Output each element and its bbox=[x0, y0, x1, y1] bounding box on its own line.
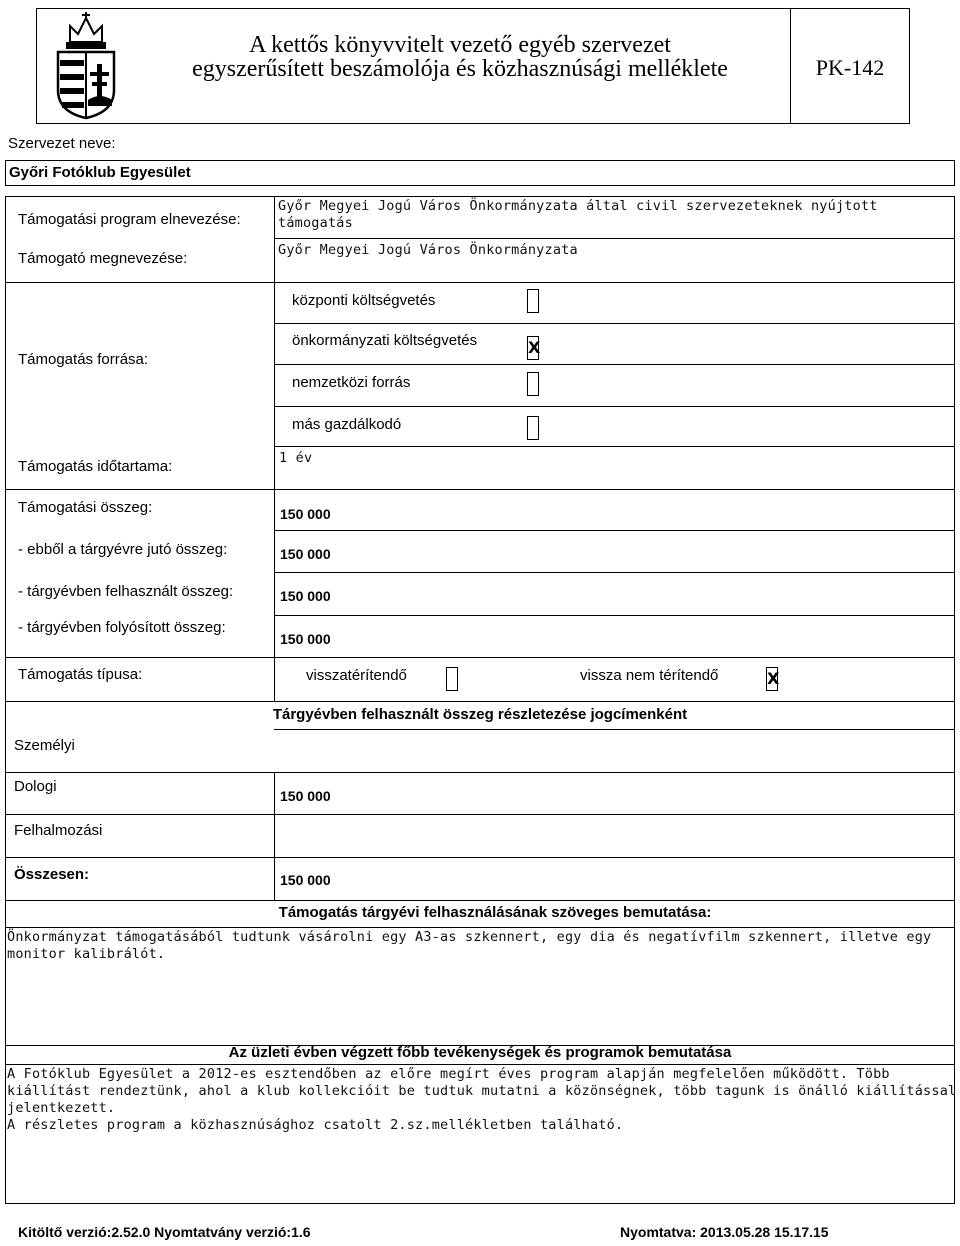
activities-text-line4: A részletes program a közhasznúsághoz csatolt 2.sz.mellékletben található. bbox=[7, 1117, 624, 1133]
amount-line-2 bbox=[274, 572, 955, 573]
source-line-3 bbox=[274, 406, 955, 407]
duration-row-line bbox=[5, 489, 955, 490]
program-name-label: Támogatási program elnevezése: bbox=[18, 211, 241, 228]
activities-title: Az üzleti évben végzett főbb tevékenységek és programok bemutatása bbox=[228, 1044, 732, 1061]
footer-printed: Nyomtatva: 2013.05.28 15.17.15 bbox=[620, 1224, 829, 1240]
nonrefundable-label: vissza nem térítendő bbox=[580, 667, 719, 684]
source-option-other-checkbox[interactable] bbox=[527, 416, 539, 440]
breakdown-material-value: 150 000 bbox=[280, 788, 331, 804]
breakdown-bottom-line bbox=[5, 900, 955, 901]
usage-title-line bbox=[5, 927, 955, 928]
amount-total-value: 150 000 bbox=[280, 506, 331, 522]
source-option-local-label: önkormányzati költségvetés bbox=[292, 332, 478, 349]
program-row-line bbox=[274, 238, 955, 239]
amount-year-label: - ebből a tárgyévre jutó összeg: bbox=[18, 541, 228, 558]
amount-total-label: Támogatási összeg: bbox=[18, 499, 153, 516]
source-option-local-checkbox[interactable]: X bbox=[527, 336, 539, 360]
source-line-2 bbox=[274, 364, 955, 365]
supporter-row-line bbox=[5, 282, 955, 283]
source-label: Támogatás forrása: bbox=[18, 351, 149, 368]
usage-text-line2: monitor kalibrálót. bbox=[7, 946, 166, 962]
source-option-other-label: más gazdálkodó bbox=[292, 416, 402, 433]
org-name-value: Győri Fotóklub Egyesület bbox=[9, 164, 191, 181]
source-option-international-checkbox[interactable] bbox=[527, 372, 539, 396]
type-row-line bbox=[5, 701, 955, 702]
duration-value: 1 év bbox=[279, 450, 313, 466]
amount-disbursed-label: - tárgyévben folyósított összeg: bbox=[18, 619, 226, 636]
hungarian-coat-of-arms-icon bbox=[50, 12, 122, 120]
org-name-label: Szervezet neve: bbox=[8, 135, 116, 152]
grant-type-label: Támogatás típusa: bbox=[18, 666, 143, 683]
source-row-line bbox=[274, 446, 955, 447]
source-option-central-checkbox[interactable] bbox=[527, 289, 539, 313]
breakdown-total-label: Összesen: bbox=[14, 866, 90, 883]
label-value-divider bbox=[274, 196, 275, 701]
breakdown-line-1 bbox=[5, 772, 955, 773]
breakdown-title: Tárgyévben felhasznált összeg részletezése jogcímenként bbox=[272, 706, 688, 723]
breakdown-material-label: Dologi bbox=[14, 778, 57, 795]
breakdown-personal-label: Személyi bbox=[14, 737, 75, 754]
supporter-value: Győr Megyei Jogú Város Önkormányzata bbox=[278, 242, 578, 258]
amount-used-value: 150 000 bbox=[280, 588, 331, 604]
amount-used-label: - tárgyévben felhasznált összeg: bbox=[18, 583, 234, 600]
source-line-1 bbox=[274, 323, 955, 324]
breakdown-divider bbox=[274, 772, 275, 900]
breakdown-capital-label: Felhalmozási bbox=[14, 822, 103, 839]
breakdown-line-2 bbox=[5, 814, 955, 815]
usage-text-line1: Önkormányzat támogatásából tudtunk vásárolni egy A3-as szkennert, egy dia és negatívfilm szkennert, illetve egy bbox=[7, 929, 932, 945]
breakdown-title-line bbox=[274, 729, 955, 730]
breakdown-line-3 bbox=[5, 857, 955, 858]
footer-version: Kitöltő verzió:2.52.0 Nyomtatvány verzió:1.6 bbox=[18, 1224, 311, 1240]
duration-label: Támogatás időtartama: bbox=[18, 458, 173, 475]
breakdown-total-value: 150 000 bbox=[280, 872, 331, 888]
amount-line-1 bbox=[274, 530, 955, 531]
refundable-label: visszatérítendő bbox=[306, 667, 407, 684]
nonrefundable-checkbox[interactable]: X bbox=[766, 667, 778, 691]
usage-title: Támogatás tárgyévi felhasználásának szöveges bemutatása: bbox=[278, 904, 712, 921]
activities-title-line bbox=[5, 1064, 955, 1065]
form-code: PK-142 bbox=[815, 55, 885, 80]
amount-year-value: 150 000 bbox=[280, 546, 331, 562]
source-option-central-label: központi költségvetés bbox=[292, 292, 436, 309]
amount-disbursed-value: 150 000 bbox=[280, 631, 331, 647]
activities-text-line2: kiállítást rendeztünk, ahol a klub kollekcióit be tudtuk mutatni a közönségnek, több tagunk is önálló kiállítással bbox=[7, 1083, 957, 1099]
activities-text-line3: jelentkezett. bbox=[7, 1100, 116, 1116]
amount-line-3 bbox=[274, 615, 955, 616]
amounts-row-line bbox=[5, 657, 955, 658]
program-name-value-line2: támogatás bbox=[278, 215, 353, 231]
refundable-checkbox[interactable] bbox=[446, 667, 458, 691]
activities-text-line1: A Fotóklub Egyesület a 2012-es esztendőben az előre megírt éves program alapján megfelelően működött. Több bbox=[7, 1066, 890, 1082]
form-title-line2: egyszerűsített beszámolója és közhasznúsági melléklete bbox=[192, 56, 728, 82]
program-name-value-line1: Győr Megyei Jogú Város Önkormányzata által civil szervezeteknek nyújtott bbox=[278, 198, 878, 214]
form-title-line1: A kettős könyvvitelt vezető egyéb szervezet bbox=[249, 32, 671, 58]
supporter-label: Támogató megnevezése: bbox=[18, 250, 188, 267]
source-option-international-label: nemzetközi forrás bbox=[292, 374, 411, 391]
